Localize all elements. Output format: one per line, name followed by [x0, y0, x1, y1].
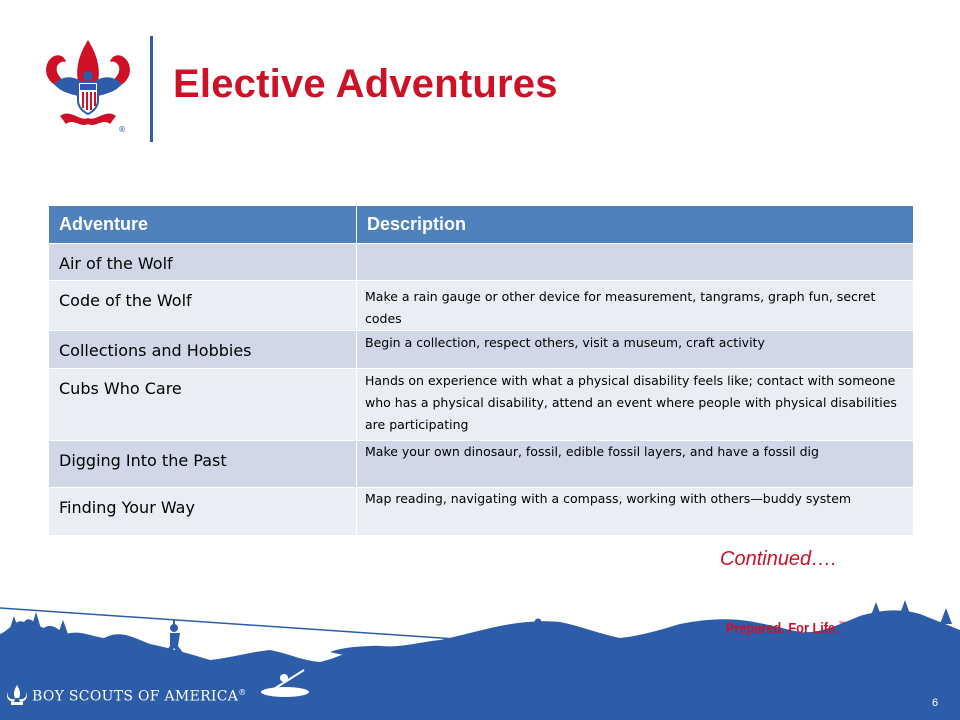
- table-header-row: [49, 206, 914, 244]
- table-row: [49, 331, 914, 369]
- svg-text:®: ®: [118, 125, 126, 134]
- tagline-tm: ™: [838, 620, 846, 629]
- table-row: [49, 441, 914, 488]
- slide-title: Elective Adventures: [173, 62, 558, 106]
- adventure-name: Cubs Who Care: [49, 369, 357, 441]
- adventure-description: Make your own dinosaur, fossil, edible fossil layers, and have a fossil dig: [357, 441, 914, 488]
- zipline-figure-icon: [160, 620, 190, 660]
- adventure-description: Make a rain gauge or other device for measurement, tangrams, graph fun, secret codes: [357, 281, 914, 331]
- bsa-small-emblem-icon: [6, 684, 28, 708]
- adventure-name: Air of the Wolf: [49, 244, 357, 281]
- page-number: 6: [932, 697, 939, 709]
- hikers-icon: [848, 614, 912, 664]
- adventure-name: Digging Into the Past: [49, 441, 357, 488]
- column-header-description: Description: [357, 206, 914, 244]
- bsa-fleur-de-lis-logo: [40, 38, 136, 136]
- table-row: [49, 369, 914, 441]
- table-row: [49, 488, 914, 536]
- adventure-description: Map reading, navigating with a compass, working with others—buddy system: [357, 488, 914, 536]
- table-row: [49, 281, 914, 331]
- canoe-carrier-icon: [330, 644, 420, 694]
- org-name: [32, 688, 247, 705]
- column-header-adventure: Adventure: [49, 206, 357, 244]
- tagline-text: Prepared. For Life.: [726, 620, 839, 637]
- kayaker-icon: [260, 668, 310, 698]
- adventure-description: Begin a collection, respect others, visit a museum, craft activity: [357, 331, 914, 369]
- continued-note: Continued….: [720, 548, 837, 570]
- adventure-description: Hands on experience with what a physical disability feels like; contact with someone who has a physical disability, attend an event where people with physical disabilities are participating: [357, 369, 914, 441]
- trademark-mark: ®: [238, 688, 247, 697]
- mountain-biker-icon: [522, 618, 556, 650]
- org-name-text: BOY SCOUTS OF AMERICA: [32, 688, 239, 705]
- mountain-biker-icon: [576, 640, 610, 672]
- adventure-name: Finding Your Way: [49, 488, 357, 536]
- adventure-name: Collections and Hobbies: [49, 331, 357, 369]
- adventure-description: [357, 244, 914, 281]
- header-divider: [150, 36, 153, 142]
- tagline: [726, 620, 845, 637]
- adventures-table: [48, 205, 914, 536]
- adventure-name: Code of the Wolf: [49, 281, 357, 331]
- table-row: [49, 244, 914, 281]
